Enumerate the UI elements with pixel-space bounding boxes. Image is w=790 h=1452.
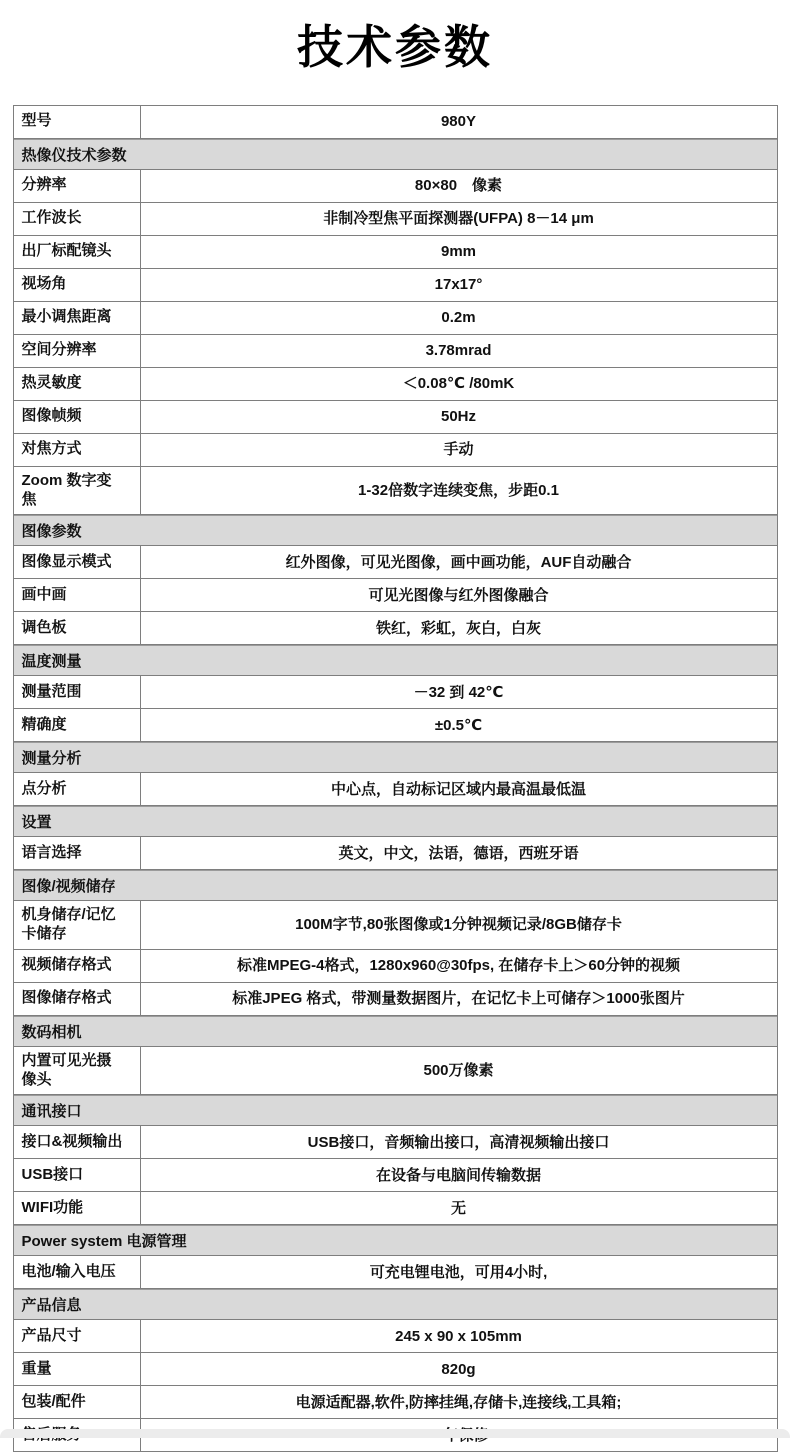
spec-value: 500万像素 xyxy=(423,1061,494,1079)
spec-row xyxy=(14,302,777,335)
spec-label: 热灵敏度 xyxy=(14,368,141,400)
spec-label: 分辨率 xyxy=(14,170,141,202)
spec-label: USB接口 xyxy=(14,1159,141,1191)
section-header-row xyxy=(14,870,777,901)
section-title: 热像仪技术参数 xyxy=(21,146,127,164)
spec-value: 无 xyxy=(450,1199,466,1217)
spec-row xyxy=(14,676,777,709)
spec-row xyxy=(14,1126,777,1159)
section-header-row xyxy=(14,1016,777,1047)
section-title: 温度测量 xyxy=(21,653,82,671)
spec-label: 内置可见光摄像头 xyxy=(14,1047,141,1095)
spec-row xyxy=(14,335,777,368)
spec-value: 17x17° xyxy=(434,276,483,294)
page-bottom-strip xyxy=(0,1429,790,1438)
spec-row xyxy=(14,1320,777,1353)
spec-sheet-page xyxy=(0,18,790,1438)
spec-value: －32 到 42℃ xyxy=(413,683,504,701)
spec-row xyxy=(14,401,777,434)
spec-value: 标准MPEG-4格式，1280x960@30fps, 在储存卡上＞60分钟的视频 xyxy=(236,957,681,975)
section-title: 通讯接口 xyxy=(21,1103,82,1121)
spec-label: 图像储存格式 xyxy=(14,983,141,1015)
section-header-row xyxy=(14,1095,777,1126)
spec-label: 画中画 xyxy=(14,579,141,611)
spec-label: 出厂标配镜头 xyxy=(14,236,141,268)
spec-row xyxy=(14,1353,777,1386)
spec-row xyxy=(14,434,777,467)
spec-label: 对焦方式 xyxy=(14,434,141,466)
spec-row xyxy=(14,546,777,579)
spec-label: 机身储存/记忆卡储存 xyxy=(14,901,141,949)
spec-row xyxy=(14,236,777,269)
spec-label: 空间分辨率 xyxy=(14,335,141,367)
spec-row xyxy=(14,170,777,203)
section-header-row xyxy=(14,1225,777,1256)
spec-row xyxy=(14,837,777,870)
spec-value: 80×80 像素 xyxy=(414,177,503,195)
spec-row xyxy=(14,709,777,742)
spec-value: 50Hz xyxy=(440,408,477,426)
spec-value: 980Y xyxy=(440,113,477,131)
spec-value: 0.2m xyxy=(441,309,476,327)
section-title: 数码相机 xyxy=(21,1023,82,1041)
section-header-row xyxy=(14,645,777,676)
spec-row xyxy=(14,467,777,516)
spec-value: 电源适配器,软件,防摔挂绳,存储卡,连接线,工具箱; xyxy=(295,1393,622,1411)
spec-label: 最小调焦距离 xyxy=(14,302,141,334)
spec-value: 可充电锂电池，可用4小时, xyxy=(369,1263,548,1281)
spec-row xyxy=(14,901,777,950)
spec-label: 测量范围 xyxy=(14,676,141,708)
spec-row xyxy=(14,1386,777,1419)
page-title: 技术参数 xyxy=(297,21,493,73)
section-header-row xyxy=(14,742,777,773)
spec-value: USB接口，音频输出接口，高清视频输出接口 xyxy=(307,1133,610,1151)
spec-value: ＜0.08℃ /80mK xyxy=(402,375,515,393)
spec-label: 接口&视频输出 xyxy=(14,1126,141,1158)
spec-value: 820g xyxy=(441,1360,476,1378)
spec-label: 图像显示模式 xyxy=(14,546,141,578)
section-title: 测量分析 xyxy=(21,750,82,768)
spec-label: 语言选择 xyxy=(14,837,141,869)
spec-row xyxy=(14,368,777,401)
spec-label: 点分析 xyxy=(14,773,141,805)
spec-row xyxy=(14,579,777,612)
section-title: 产品信息 xyxy=(21,1297,82,1315)
spec-value: 手动 xyxy=(443,441,474,459)
section-title: Power system 电源管理 xyxy=(21,1233,187,1251)
spec-value: 标准JPEG 格式，带测量数据图片，在记忆卡上可储存＞1000张图片 xyxy=(232,990,685,1008)
section-title: 图像/视频储存 xyxy=(21,878,116,896)
spec-label: 重量 xyxy=(14,1353,141,1385)
spec-label: 精确度 xyxy=(14,709,141,741)
spec-row xyxy=(14,1159,777,1192)
spec-label: 包装/配件 xyxy=(14,1386,141,1418)
section-header-row xyxy=(14,806,777,837)
section-header-row xyxy=(14,139,777,170)
spec-value: 铁红，彩虹，灰白，白灰 xyxy=(375,619,541,637)
spec-value: 在设备与电脑间传输数据 xyxy=(375,1166,541,1184)
spec-table xyxy=(13,105,778,1452)
section-header-row xyxy=(14,515,777,546)
spec-label: 电池/输入电压 xyxy=(14,1256,141,1288)
spec-row xyxy=(14,1192,777,1225)
spec-row xyxy=(14,612,777,645)
spec-row xyxy=(14,773,777,806)
spec-label: Zoom 数字变焦 xyxy=(14,467,141,515)
spec-value: 1-32倍数字连续变焦，步距0.1 xyxy=(358,481,559,499)
spec-row xyxy=(14,950,777,983)
spec-label: WIFI功能 xyxy=(14,1192,141,1224)
spec-row xyxy=(14,1047,777,1096)
spec-value: 3.78mrad xyxy=(425,342,492,360)
spec-label: 型号 xyxy=(14,106,141,138)
spec-value: 可见光图像与红外图像融合 xyxy=(368,586,549,604)
section-header-row xyxy=(14,1289,777,1320)
spec-label: 调色板 xyxy=(14,612,141,644)
spec-row xyxy=(14,983,777,1016)
spec-row xyxy=(14,106,777,139)
spec-value: 英文，中文，法语，德语，西班牙语 xyxy=(338,844,579,862)
spec-label: 视场角 xyxy=(14,269,141,301)
spec-label: 图像帧频 xyxy=(14,401,141,433)
spec-value: 非制冷型焦平面探测器(UFPA) 8－14 μm xyxy=(323,210,594,228)
spec-value: 9mm xyxy=(440,243,477,261)
spec-label: 产品尺寸 xyxy=(14,1320,141,1352)
spec-value: 中心点，自动标记区域内最高温最低温 xyxy=(330,780,586,798)
spec-value: ±0.5℃ xyxy=(434,716,483,734)
spec-row xyxy=(14,269,777,302)
spec-label: 视频储存格式 xyxy=(14,950,141,982)
section-title: 设置 xyxy=(21,814,52,832)
spec-value: 100M字节,80张图像或1分钟视频记录/8GB储存卡 xyxy=(295,916,622,934)
spec-row xyxy=(14,1256,777,1289)
section-title: 图像参数 xyxy=(21,523,82,541)
spec-value: 红外图像，可见光图像，画中画功能，AUF自动融合 xyxy=(285,553,632,571)
spec-label: 工作波长 xyxy=(14,203,141,235)
spec-value: 245 x 90 x 105mm xyxy=(395,1327,522,1345)
spec-row xyxy=(14,203,777,236)
